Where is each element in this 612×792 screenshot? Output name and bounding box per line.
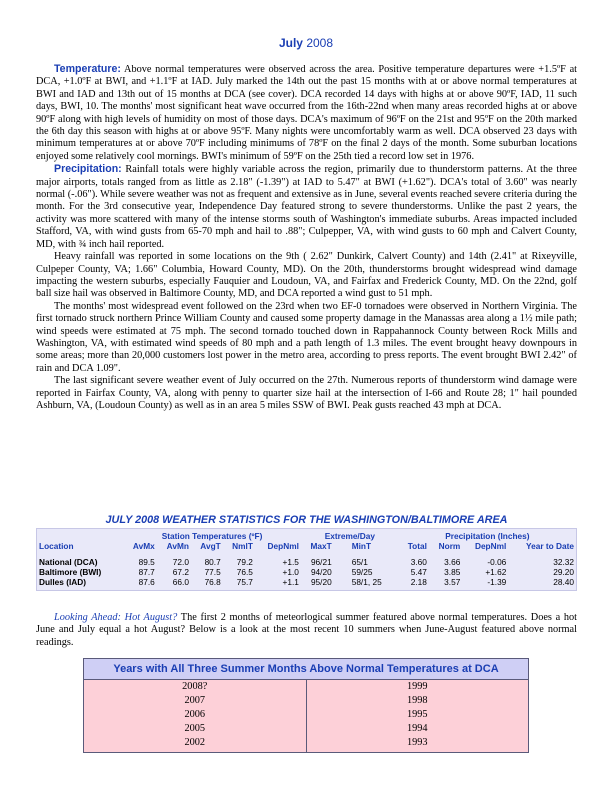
stats-cell: 3.57 — [444, 577, 461, 587]
stats-cell: +1.1 — [282, 577, 299, 587]
list-item: 2008? — [182, 681, 208, 692]
narrative — [36, 63, 577, 412]
stats-cell: 3.60 — [410, 557, 427, 567]
years-table — [83, 658, 529, 753]
stats-col-total: Total — [407, 541, 427, 551]
stats-cell: +1.0 — [282, 567, 299, 577]
list-item: 1999 — [406, 681, 428, 692]
stats-col-mint: MinT — [351, 541, 372, 551]
years-table-title: Years with All Three Summer Months Above Normal Temperatures at DCA — [84, 659, 528, 680]
looking-ahead — [36, 612, 577, 649]
stats-cell: 75.7 — [236, 577, 253, 587]
stats-cell: -0.06 — [487, 557, 507, 567]
looking-ahead-text: The first 2 months of meteorlogical summer featured above normal temperatures. Does a hot June and July equal a hot August? Below is a look at the most recent 10 summers when June-August featured above normal readings. — [36, 612, 577, 648]
looking-ahead-lead: Looking Ahead: Hot August? — [54, 612, 178, 623]
list-item: 1993 — [406, 737, 428, 748]
stats-cell: 80.7 — [204, 557, 221, 567]
precipitation-paragraph-1 — [36, 163, 577, 251]
list-item: 2006 — [184, 709, 206, 720]
stats-cell: 32.32 — [553, 557, 574, 567]
stats-group-blank — [37, 531, 123, 541]
stats-cell: 5.47 — [410, 567, 427, 577]
stats-cell: 96/21 — [310, 557, 332, 567]
stats-col-avmx: AvMx — [132, 541, 155, 551]
stats-cell: -1.39 — [487, 577, 507, 587]
precipitation-paragraph-4: The last significant severe weather event of July occurred on the 27th. Numerous reports of thunderstorm wind damage were reported in Fairfax County, VA, along with penny to quarter size hail at the intersection of I-66 and Route 28; 1" hail pounded Ashburn, VA, (Loudoun County) as well as in an area 5 miles SSW of BWI. Peak gusts reached 43 mph at DCA. — [36, 375, 577, 411]
title-year: 2008 — [302, 36, 334, 50]
stats-cell: 59/25 — [351, 567, 373, 577]
precipitation-paragraph-2: Heavy rainfall was reported in some locations on the 9th ( 2.62" Dunkirk, Calvert County) and 14th (2.41" at Rixeyville, Culpeper County, VA; 1.66" Columbia, Howard County, MD). On the 20th, thunderstorms brought widespread wind damage impacting the western suburbs, especially Fauquier and Loudoun, VA, and Fairfax and Frederick County, MD. On the 22nd, golf ball size hail was observed in Baltimore County, MD, and DCA reported a wind gust to 51 mph. — [36, 251, 577, 300]
stats-cell: 76.8 — [204, 577, 221, 587]
precipitation-text-1: Rainfall totals were highly variable across the region, primarily due to thunderstorm patterns. At the three major airports, totals ranged from as little as 2.18" (-1.39") at IAD to 5.47" at BWI (+1.62"). DCA's total of 3.60" was nearly normal (-.06"). While severe weather was not as frequent and extensive as in June, several events reached severe criteria during the month. For the 3rd consecutive year, Independence Day featured strong to severe thunderstorms. Unlike the past 2 years, the activity was more scattered with many of the intense storms south of Washington's immediate suburbs. Areas impacted included Stafford, VA, with wind gusts from 65-70 mph and hail to .88"; Culpepper, VA, with wind gusts to 60 mph and Calvert County, MD, with ¾ inch hail reported. — [36, 164, 577, 250]
stats-table — [37, 531, 576, 587]
stats-col-norm: Norm — [438, 541, 461, 551]
stats-cell: 3.66 — [444, 557, 461, 567]
temperature-lead: Temperature: — [54, 63, 121, 75]
precipitation-paragraph-3: The months' most widespread event followed on the 23rd when two EF-0 tornadoes were observed in Northern Virginia. The first tornado struck northern Prince William County and caused some property damage in the Manassas area along a 1½ mile path; wind speeds were estimated at 75 mph. The second tornado touched down in Rappahannock County between Rock Mills and Washington, VA, with estimated wind speeds of 80 mph and a path length of 1.3 miles. The event brought heavy downpours in some areas; more than 20,000 customers lost power in the metro area, according to press reports. The event brought BWI 2.42" of rain and DCA 1.09". — [36, 300, 577, 374]
stats-cell: 58/1, 25 — [351, 577, 382, 587]
stats-group-row — [37, 531, 576, 541]
stats-col-location: Location — [39, 541, 74, 551]
stats-group-extreme: Extreme/Day — [324, 531, 375, 541]
looking-ahead-paragraph — [36, 612, 577, 649]
stats-col-depnml-temp: DepNml — [267, 541, 299, 551]
title-month: July — [278, 36, 303, 50]
stats-cell: 87.7 — [138, 567, 155, 577]
stats-cell: 87.6 — [138, 577, 155, 587]
stats-cell: +1.62 — [485, 567, 507, 577]
stats-section — [36, 514, 577, 591]
table-row — [37, 577, 576, 587]
list-item: 2007 — [184, 695, 206, 706]
stats-cell: +1.5 — [282, 557, 299, 567]
stats-col-nmlt: NmlT — [232, 541, 253, 551]
stats-cell: 66.0 — [172, 577, 189, 587]
list-item: 2002 — [184, 737, 206, 748]
stats-cell: 72.0 — [172, 557, 189, 567]
stats-cell: 3.85 — [444, 567, 461, 577]
stats-col-avmn: AvMn — [166, 541, 189, 551]
stats-col-depnml-precip: DepNml — [474, 541, 507, 551]
stats-box — [36, 528, 577, 591]
stats-col-ytd: Year to Date — [526, 541, 574, 551]
stats-cell: 76.5 — [236, 567, 253, 577]
stats-group-temps: Station Temperatures (ºF) — [161, 531, 263, 541]
stats-col-avgt: AvgT — [200, 541, 221, 551]
stats-cell: 79.2 — [236, 557, 253, 567]
stats-cell: 89.5 — [138, 557, 155, 567]
stats-col-maxt: MaxT — [310, 541, 332, 551]
stats-cell: 28.40 — [553, 577, 574, 587]
stats-cell: 65/1 — [351, 557, 368, 567]
stats-group-precip: Precipitation (Inches) — [445, 531, 530, 541]
list-item: 1995 — [406, 709, 428, 720]
years-column-left — [84, 680, 306, 752]
stats-title: JULY 2008 WEATHER STATISTICS FOR THE WASHINGTON/BALTIMORE AREA — [105, 514, 508, 526]
years-column-right — [306, 680, 529, 752]
stats-cell: 2.18 — [410, 577, 427, 587]
table-row — [37, 557, 576, 567]
stats-header-row — [37, 541, 576, 551]
stats-cell: Baltimore (BWI) — [39, 567, 102, 577]
stats-cell: 29.20 — [553, 567, 574, 577]
list-item: 1998 — [406, 695, 428, 706]
page-title — [0, 36, 612, 50]
stats-cell: 67.2 — [172, 567, 189, 577]
precipitation-lead: Precipitation: — [54, 163, 122, 176]
list-item: 2005 — [184, 723, 206, 734]
stats-cell: 95/20 — [310, 577, 332, 587]
stats-cell: Dulles (IAD) — [39, 577, 87, 587]
temperature-paragraph — [36, 63, 577, 163]
stats-cell: 94/20 — [310, 567, 332, 577]
list-item: 1994 — [406, 723, 428, 734]
stats-cell: National (DCA) — [39, 557, 98, 567]
table-row — [37, 567, 576, 577]
stats-cell: 77.5 — [204, 567, 221, 577]
temperature-text: Above normal temperatures were observed across the area. Positive temperature departures were +1.5ºF at DCA, +1.0ºF at BWI, and +1.1ºF at IAD. July marked the 14th out the past 15 months with at or above normal temperatures at BWI and IAD and 13th out of 15 months at DCA (see cover). DCA recorded 14 days with highs at or above 90ºF, IAD, 11 such days, BWI, 10. The months' most significant heat wave occurred from the 16th-22nd when many areas recorded highs at or above 90ºF along with high levels of humidity on most of those days. DCA's maximum of 96ºF on the 21st and 95ºF on the 20th marked the 6th day this season with highs at or above 95ºF. Many nights were uncomfortably warm as well. DCA observed 23 days with minimum temperatures at or above 70ºF including minimums of 78ºF on the final 2 days of the month. Some suburban locations enjoyed some relatively cool mornings. BWI's minimum of 59ºF on the 25th tied a record low set in 1976. — [36, 64, 577, 162]
years-table-body — [84, 680, 528, 752]
